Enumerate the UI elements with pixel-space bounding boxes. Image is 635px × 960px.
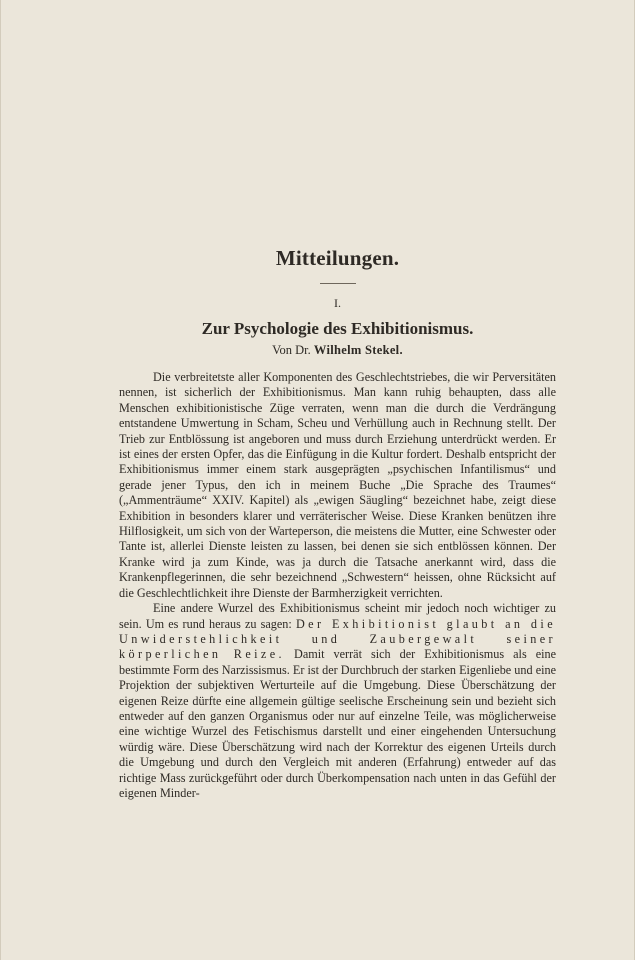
paragraph-2 — [119, 601, 556, 801]
paragraph-2-rest: Damit verrät sich der Exhibitionismus als eine bestimmte Form des Narzissismus. Er ist der Durchbruch der starken Eigenliebe und eine Projektion der subjektiven Werturteile auf die Umgebung. Diese Überschätzung der eigenen Reize dürfte eine allgemein gültige seelische Erscheinung sein und bezieht sich entweder auf den ganzen Organismus oder nur auf einzelne Teile, was möglicherweise eine wichtige Wurzel des Fetischismus darstellt und einer eingehenden Untersuchung würdig wäre. Diese Überschätzung wird nach der Korrektur des eigenen Urteils durch die Umgebung und durch den Vergleich mit anderen (Erfahrung) entweder auf das richtige Mass zurückgeführt oder durch Überkompensation nach unten in das Gefühl der eigenen Minder- — [119, 647, 557, 800]
author-name: Wilhelm Stekel. — [313, 343, 403, 357]
section-title: Mitteilungen. — [275, 246, 400, 270]
byline — [119, 343, 556, 358]
article-title: Zur Psychologie des Exhibitionismus. — [201, 319, 474, 338]
title-divider — [320, 283, 356, 284]
paragraph-2-start: Eine andere Wurzel des Exhibitionismus scheint mir jedoch noch wichtiger zu sein. Um es rund heraus zu sagen: — [119, 601, 556, 631]
paragraph-1: Die verbreitetste aller Komponenten des Geschlechtstriebes, die wir Perversitäten nennen, ist sicherlich der Exhibitionismus. Man kann ruhig behaupten, dass alle Menschen exhibitionistische Züge verraten, wenn man die durch die Verdrängung entstandene Umwertung in Scham, Scheu und Verhüllung auch in Rechnung stellt. Der Trieb zur Entblössung ist angeboren und muss durch Erziehung unterdrückt werden. Er ist eines der ersten Opfer, das die Einfügung in die Kultur fordert. Deshalb entspricht der Exhibitionismus immer einem stark ausgeprägten „psychischen Infantilismus“ und gerade jener Typus, den ich in meinem Buche „Die Sprache des Traumes“ („Ammenträume“ XXIV. Kapitel) als „ewigen Säugling“ bezeichnet habe, zeigt diese Exhibition in besonders klarer und verräterischer Weise. Diese Kranken benützen ihre Hilflosigkeit, um sich von der Warteperson, die meistens die Mutter, eine Schwester oder Tante ist, allerlei Dienste leisten zu lassen, bei denen sie sich entblössen können. Der Kranke wird ja zum Kinde, was ja durch die Tatsache anerkannt wird, dass die Krankenpflegerinnen, die sehr bezeichnend „Schwestern“ heissen, ohne Rücksicht auf die Geschlechtlichkeit ihre Dienste der Barmherzigkeit verrichten. — [119, 370, 556, 600]
paragraph-2-emphasis: Der Exhibitionist glaubt an die Unwiderstehlichkeit und Zaubergewalt seiner körperlichen Reize. — [119, 616, 557, 662]
article-number: I. — [334, 296, 341, 310]
byline-prefix: Von Dr. — [272, 343, 311, 357]
page-content — [119, 246, 556, 801]
